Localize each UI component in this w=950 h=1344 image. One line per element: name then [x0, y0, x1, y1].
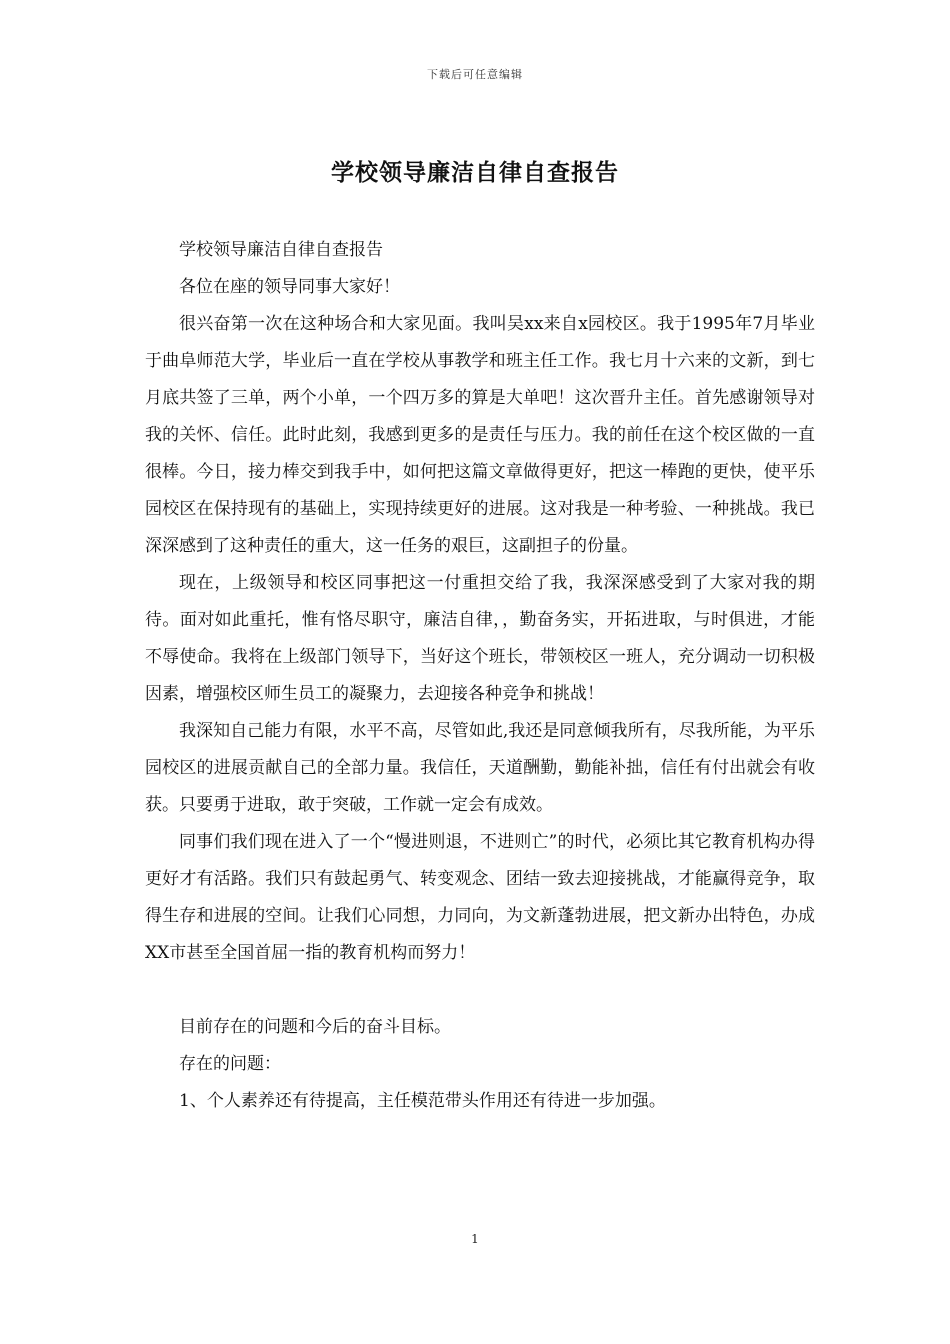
document-body — [145, 232, 815, 1120]
header-note: 下载后可任意编辑 — [427, 68, 523, 81]
paragraph-call-to-action: 同事们我们现在进入了一个“慢进则退，不进则亡”的时代，必须比其它教育机构办得更好才有活路。我们只有鼓起勇气、转变观念、团结一致去迎接挑战，才能赢得竞争，取得生存和进展的空间。让我们心同想，力同向，为文新蓬勃进展，把文新办出特色，办成XX市甚至全国首屈一指的教育机构而努力！ — [145, 832, 815, 963]
paragraph-introduction: 很兴奋第一次在这种场合和大家见面。我叫吴xx来自x园校区。我于1995年7月毕业于曲阜师范大学，毕业后一直在学校从事教学和班主任工作。我七月十六来的文新，到七月底共签了三单，两个小单，一个四万多的算是大单吧！这次晋升主任。首先感谢领导对我的关怀、信任。此时此刻，我感到更多的是责任与压力。我的前任在这个校区做的一直很棒。今日，接力棒交到我手中，如何把这篇文章做得更好，把这一棒跑的更快，使平乐园校区在保持现有的基础上，实现持续更好的进展。这对我是一种考验、一种挑战。我已深深感到了这种责任的重大，这一任务的艰巨，这副担子的份量。 — [145, 314, 815, 556]
document-title: 学校领导廉洁自律自查报告 — [331, 159, 619, 186]
paragraph-dedication: 我深知自己能力有限，水平不高，尽管如此,我还是同意倾我所有，尽我所能，为平乐园校区的进展贡献自己的全部力量。我信任，天道酬勤，勤能补拙，信任有付出就会有收获。只要勇于进取，敢于突破，工作就一定会有成效。 — [145, 721, 815, 815]
paragraph-problems-heading: 目前存在的问题和今后的奋斗目标。 — [179, 1017, 451, 1037]
paragraph-commitment: 现在，上级领导和校区同事把这一付重担交给了我，我深深感受到了大家对我的期待。面对如此重托，惟有恪尽职守，廉洁自律，，勤奋务实，开拓进取，与时俱进，才能不辱使命。我将在上级部门领导下，当好这个班长，带领校区一班人，充分调动一切积极因素，增强校区师生员工的凝聚力，去迎接各种竞争和挑战！ — [145, 573, 815, 704]
paragraph-report-heading: 学校领导廉洁自律自查报告 — [179, 240, 383, 260]
paragraph-problem-item-1: 1、个人素养还有待提高，主任模范带头作用还有待进一步加强。 — [179, 1091, 666, 1111]
paragraph-existing-problems: 存在的问题： — [179, 1054, 281, 1074]
page-number: 1 — [471, 1232, 479, 1246]
paragraph-greeting: 各位在座的领导同事大家好！ — [179, 277, 400, 297]
